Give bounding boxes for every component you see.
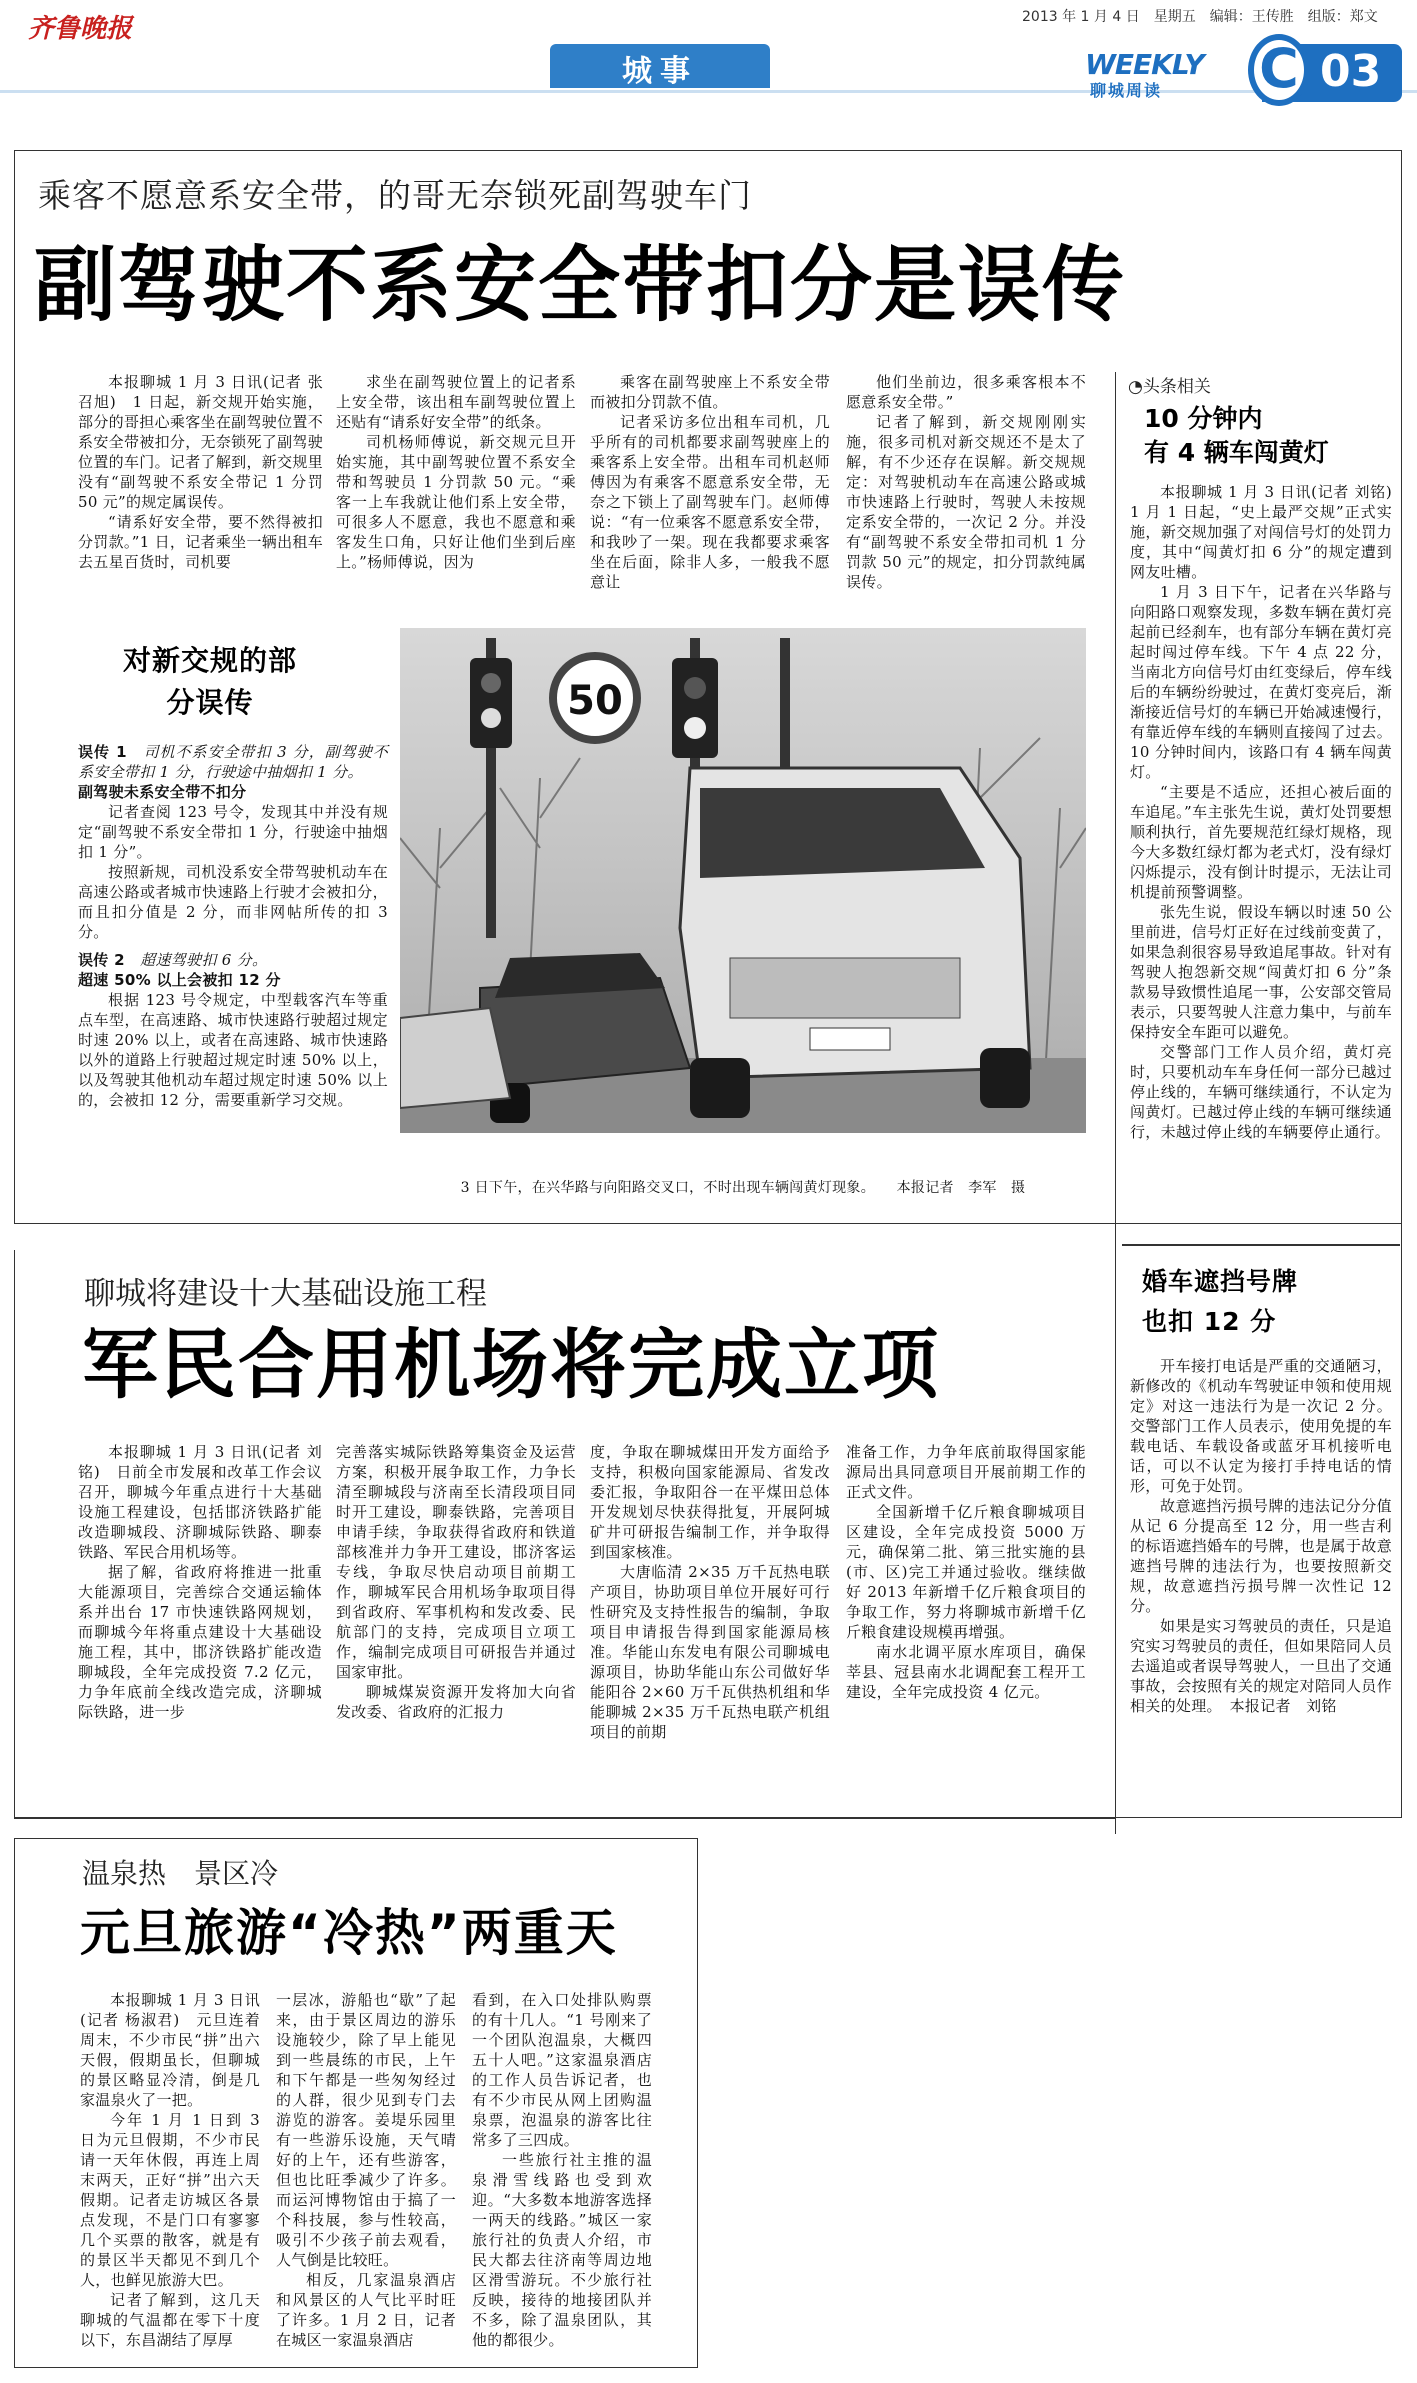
paragraph: 乘客在副驾驶座上不系安全带而被扣分罚款不值。 [590, 373, 830, 411]
paragraph: “主要是不适应，还担心被后面的车追尾。”车主张先生说，黄灯处罚要想顺利执行，首先要规范红绿灯规格，现今大多数红绿灯都为老式灯，没有绿灯闪烁提示，没有倒计时提示，无法让司机提前预警调整。 [1130, 783, 1392, 901]
misconception-1 [78, 742, 388, 782]
misconception-text: 司机不系安全带扣 3 分，副驾驶不系安全带扣 1 分，行驶途中抽烟扣 1 分。 [78, 743, 388, 781]
paragraph: 度，争取在聊城煤田开发方面给予支持，积极向国家能源局、省发改委汇报，争取阳谷一在平煤田总体开发规划尽快获得批复，开展阿城矿井可研报告编制工作，并争取得到国家核准。 [590, 1443, 830, 1561]
weekly-sub: 聊城周读 [1090, 81, 1163, 100]
paragraph: 1 月 3 日下午，记者在兴华路与向阳路口观察发现，多数车辆在黄灯亮起前已经刹车，也有部分车辆在黄灯亮起时闯过停车线。下午 4 点 22 分，当南北方向信号灯由红变绿后，停车线后的车辆纷纷驶过，在黄灯变亮后，渐渐接近信号灯的车辆已开始减速慢行，有靠近停车线的车辆则直接闯了过去。10 分钟时间内，该路口有 4 辆车闯黄灯。 [1130, 583, 1392, 781]
tag-label: 头条相关 [1142, 377, 1211, 397]
paragraph: 一层冰，游船也“歇”了起来，由于景区周边的游乐设施较少，除了早上能见到一些晨练的市民，上午和下午都是一些匆匆经过的人群，很少见到专门去游览的游客。姜堤乐园里有一些游乐设施，天气晴好的上午，还有些游客，但也比旺季减少了许多。而运河博物馆由于搞了一个科技展，参与性较高，吸引不少孩子前去观看，人气倒是比较旺。 [276, 1991, 456, 2269]
paragraph: 本报聊城 1 月 3 日讯(记者 刘铭) 1 月 1 日起，“史上最严交规”正式实施，新交规加强了对闯信号灯的处罚力度，其中“闯黄灯扣 6 分”的规定遭到网友吐槽。 [1130, 483, 1408, 581]
paragraph: 相反，几家温泉酒店和风景区的人气比平时旺了许多。1 月 2 日，记者在城区一家温泉酒店 [276, 2271, 456, 2349]
paragraph: 记者了解到，这几天聊城的气温都在零下十度以下，东昌湖结了厚厚 [80, 2291, 260, 2349]
fact-heading [78, 970, 388, 990]
label: 误传 1 [78, 743, 127, 761]
speed-limit-sign: 50 [567, 678, 623, 724]
paragraph: 大唐临清 2×35 万千瓦热电联产项目，协助项目单位开展好可行性研究及支持性报告的编制，争取项目申请报告得到国家能源局核准。华能山东发电有限公司聊城电源项目，协助华能山东公司做好华能阳谷 2×60 万千瓦供热机组和华能聊城 2×35 万千瓦热电联产机组项目的前期 [590, 1563, 830, 1741]
article2-col3 [590, 1442, 830, 1742]
paragraph: 按照新规，司机没系安全带驾驶机动车在高速公路或者城市快速路上行驶才会被扣分，而且扣分值是 2 分，而非网帖所传的扣 3 分。 [78, 863, 388, 941]
paragraph: 本报聊城 1 月 3 日讯(记者 刘铭) 日前全市发展和改革工作会议召开，聊城今年重点进行十大基础设施工程建设，包括邯济铁路扩能改造聊城段、济聊城际铁路、聊泰铁路、军民合用机场等。 [78, 1443, 322, 1561]
paragraph: 交警部门工作人员介绍，黄灯亮时，只要机动车车身任何一部分已越过停止线的，车辆可继续通行，不认定为闯黄灯。已越过停止线的车辆可继续通行，未越过停止线的车辆要停止通行。 [1130, 1043, 1392, 1141]
article1-title: 副驾驶不系安全带扣分是误传 [34, 238, 1127, 333]
article3-col2 [276, 1990, 456, 2350]
article2-divider [14, 1250, 15, 1818]
page-letter: C [1248, 34, 1310, 106]
label: 误传 2 [78, 951, 125, 969]
misconception-2 [78, 950, 388, 970]
misconception-body [78, 742, 388, 1110]
paragraph: 求坐在副驾驶位置上的记者系上安全带，该出租车副驾驶位置上还贴有“请系好安全带”的纸条。 [336, 373, 576, 431]
paragraph: 全国新增千亿斤粮食聊城项目区建设，全年完成投资 5000 万元，确保第二批、第三批实施的县(市、区)完工并通过验收。继续做好 2013 年新增千亿斤粮食项目的争取工作，努力将聊城市新增千亿斤粮食建设规模再增强。 [846, 1503, 1086, 1641]
paragraph: “请系好安全带，要不然得被扣分罚款。”1 日，记者乘坐一辆出租车去五星百货时，司机要 [78, 513, 323, 571]
title-line: 婚车遮挡号牌 [1142, 1267, 1299, 1296]
misconception-text: 超速驾驶扣 6 分。 [140, 951, 268, 969]
heading: 超速 50% 以上会被扣 12 分 [78, 971, 281, 989]
page-number: 03 [1320, 46, 1382, 97]
article2-col1 [78, 1442, 322, 1722]
issue-meta: 2013 年 1 月 4 日 星期五 编辑：王传胜 组版：郑文 [1022, 9, 1378, 25]
section-title: 城事 [622, 54, 698, 89]
traffic-photo [400, 628, 1086, 1168]
paragraph: 今年 1 月 1 日到 3 日为元旦假期，不少市民请一天年休假，再连上周末两天，正好“拼”出六天假期。记者走访城区各景点发现，不是门口有寥寥几个买票的散客，就是有的景区半天都见不到几个人，也鲜见旅游大巴。 [80, 2111, 260, 2289]
title-line: 10 分钟内 [1144, 404, 1263, 433]
weekly-label: WEEKLY [1085, 48, 1204, 81]
paragraph: 据了解，省政府将推进一批重大能源项目，完善综合交通运输体系并出台 17 市快速铁路网规划，而聊城今年将重点建设十大基础设施工程，其中，邯济铁路扩能改造聊城段，全年完成投资 7.2 亿元，力争年底前全线改造完成，济聊城际铁路，进一步 [78, 1563, 322, 1721]
paragraph: 一些旅行社主推的温泉滑雪线路也受到欢迎。“大多数本地游客选择一两天的线路。”城区一家旅行社的负责人介绍，市民大都去往济南等周边地区滑雪游玩。不少旅行社反映，接待的地接团队并不多，除了温泉团队，其他的都很少。 [472, 2151, 652, 2349]
paragraph: 本报聊城 1 月 3 日讯(记者 杨淑君) 元旦连着周末，不少市民“拼”出六天假，假期虽长，但聊城的景区略显冷清，倒是几家温泉火了一把。 [80, 1991, 260, 2109]
paragraph: 记者了解到，新交规刚刚实施，很多司机对新交规还不是太了解，有不少还存在误解。新交规规定：对驾驶机动车在高速公路或城市快速路上行驶时，驾驶人未按规定系安全带的，一次记 2 分。并没有“副驾驶不系安全带扣司机 1 分罚款 50 元”的规定，扣分罚款纯属误传。 [846, 413, 1086, 591]
paragraph: 开车接打电话是严重的交通陋习，新修改的《机动车驾驶证申领和使用规定》对这一违法行为是一次记 2 分。交警部门工作人员表示，使用免提的车载电话、车载设备或蓝牙耳机接听电话，可以不认定为接打手持电话的情形，可免于处罚。 [1130, 1357, 1392, 1495]
paragraph: 聊城煤炭资源开发将加大向省发改委、省政府的汇报力 [336, 1683, 576, 1721]
article2-subtitle: 聊城将建设十大基础设施工程 [84, 1276, 487, 1312]
newspaper-logo: 齐鲁晚报 [28, 14, 133, 44]
article1-col2 [336, 372, 576, 572]
article3-col1 [80, 1990, 260, 2350]
paragraph: 记者采访多位出租车司机，几乎所有的司机都要求副驾驶座上的乘客系上安全带。出租车司机赵师傅因为有乘客不愿意系安全带，无奈之下锁上了副驾驶车门。赵师傅说：“有一位乘客不愿意系安全带，和我吵了一架。现在我都要求乘客坐在后面，除非人多，一般我不愿意让 [590, 413, 830, 591]
tag-icon: ◔ [1128, 377, 1143, 397]
article3-subtitle: 温泉热 景区冷 [82, 1857, 279, 1890]
paragraph: 司机杨师傅说，新交规元旦开始实施，其中副驾驶位置不系安全带和驾驶员 1 分罚款 50 元。“乘客一上车我就让他们系上安全带，可很多人不愿意，我也不愿意和乘客发生口角，只好让他们坐到后座上。”杨师傅说，因为 [336, 433, 576, 571]
article1-subtitle: 乘客不愿意系安全带，的哥无奈锁死副驾驶车门 [38, 176, 752, 215]
article1-col4 [846, 372, 1086, 592]
article1-col3 [590, 372, 830, 592]
paragraph: 本报聊城 1 月 3 日讯(记者 张召旭) 1 日起，新交规开始实施，部分的哥担心乘客坐在副驾驶位置不系安全带被扣分，无奈锁死了副驾驶位置的车门。记者了解到，新交规里没有“副驾驶不系安全带记 1 分罚 50 元”的规定属误传。 [78, 373, 323, 511]
traffic-scene-illustration [400, 628, 1086, 1168]
sidebar-frame [1115, 1224, 1402, 1818]
misconception-title: 对新交规的部分误传 [122, 644, 297, 719]
sidebar-title1 [1144, 402, 1329, 470]
article2-title: 军民合用机场将完成立项 [82, 1320, 940, 1409]
paragraph: 南水北调平原水库项目，确保莘县、冠县南水北调配套工程开工建设，全年完成投资 4 亿元。 [846, 1643, 1086, 1701]
paragraph: 故意遮挡污损号牌的违法记分分值从记 6 分提高至 12 分，用一些吉利的标语遮挡婚车的号牌，也是属于故意遮挡号牌的违法行为，也要按照新交规，故意遮挡污损号牌一次性记 12 分。 [1130, 1497, 1392, 1615]
section-rule [0, 90, 1417, 93]
title-line: 也扣 12 分 [1142, 1307, 1277, 1336]
paragraph: 张先生说，假设车辆以时速 50 公里前进，信号灯正好在过线前变黄了，如果急刹很容易导致追尾事故。针对有驾驶人抱怨新交规“闯黄灯扣 6 分”条款易导致惯性追尾一事，公安部交管局表示，只要驾驶人注意力集中，与前车保持安全车距可以避免。 [1130, 903, 1392, 1041]
sidebar-tag [1128, 372, 1211, 397]
paragraph: 看到，在入口处排队购票的有十几人。“1 号刚来了一个团队泡温泉，大概四五十人吧。”这家温泉酒店的工作人员告诉记者，也有不少市民从网上团购温泉票，泡温泉的游客比往常多了三四成。 [472, 1991, 652, 2149]
article3-title: 元旦旅游“冷热”两重天 [80, 1904, 618, 1962]
paragraph: 准备工作，力争年底前取得国家能源局出具同意项目开展前期工作的正式文件。 [846, 1443, 1086, 1501]
article2-col4 [846, 1442, 1086, 1702]
paragraph: 完善落实城际铁路筹集资金及运营方案，积极开展争取工作，力争长清至聊城段与济南至长清段项目同时开工建设，聊泰铁路，完善项目申请手续，争取获得省政府和铁道部核准并力争开工建设，邯济客运专线，争取尽快启动项目前期工作，聊城军民合用机场争取项目得到省政府、军事机构和发改委、民航部门的支持，完成项目立项工作，编制完成项目可研报告并通过国家审批。 [336, 1443, 576, 1681]
photo-caption: 3 日下午，在兴华路与向阳路交叉口，不时出现车辆闯黄灯现象。 本报记者 李军 摄 [460, 1180, 1026, 1196]
paragraph: 根据 123 号令规定，中型载客汽车等重点车型，在高速路、城市快速路行驶超过规定时速 20% 以上，或者在高速路、城市快速路以外的道路上行驶超过规定时速 50% 以上，以及驾驶其他机动车超过规定时速 50% 以上的，会被扣 12 分，需要重新学习交规。 [78, 991, 388, 1109]
article3-col3 [472, 1990, 652, 2350]
sidebar-body1 [1130, 482, 1408, 1142]
paragraph: 如果是实习驾驶员的责任，只是追究实习驾驶员的责任，但如果陪同人员去遥追或者误导驾驶人，一旦出了交通事故，会按照有关的规定对陪同人员作相关的处理。 本报记者 刘铭 [1130, 1617, 1392, 1715]
article1-col1 [78, 372, 323, 572]
title-line: 有 4 辆车闯黄灯 [1144, 438, 1329, 467]
paragraph: 记者查阅 123 号令，发现其中并没有规定“副驾驶不系安全带扣 1 分，行驶途中抽烟扣 1 分”。 [78, 803, 388, 861]
article2-bottom-rule [14, 1817, 1115, 1819]
paragraph: 他们坐前边，很多乘客根本不愿意系安全带。” [846, 373, 1086, 411]
article2-col2 [336, 1442, 576, 1722]
heading: 副驾驶未系安全带不扣分 [78, 783, 247, 801]
fact-heading [78, 782, 388, 802]
